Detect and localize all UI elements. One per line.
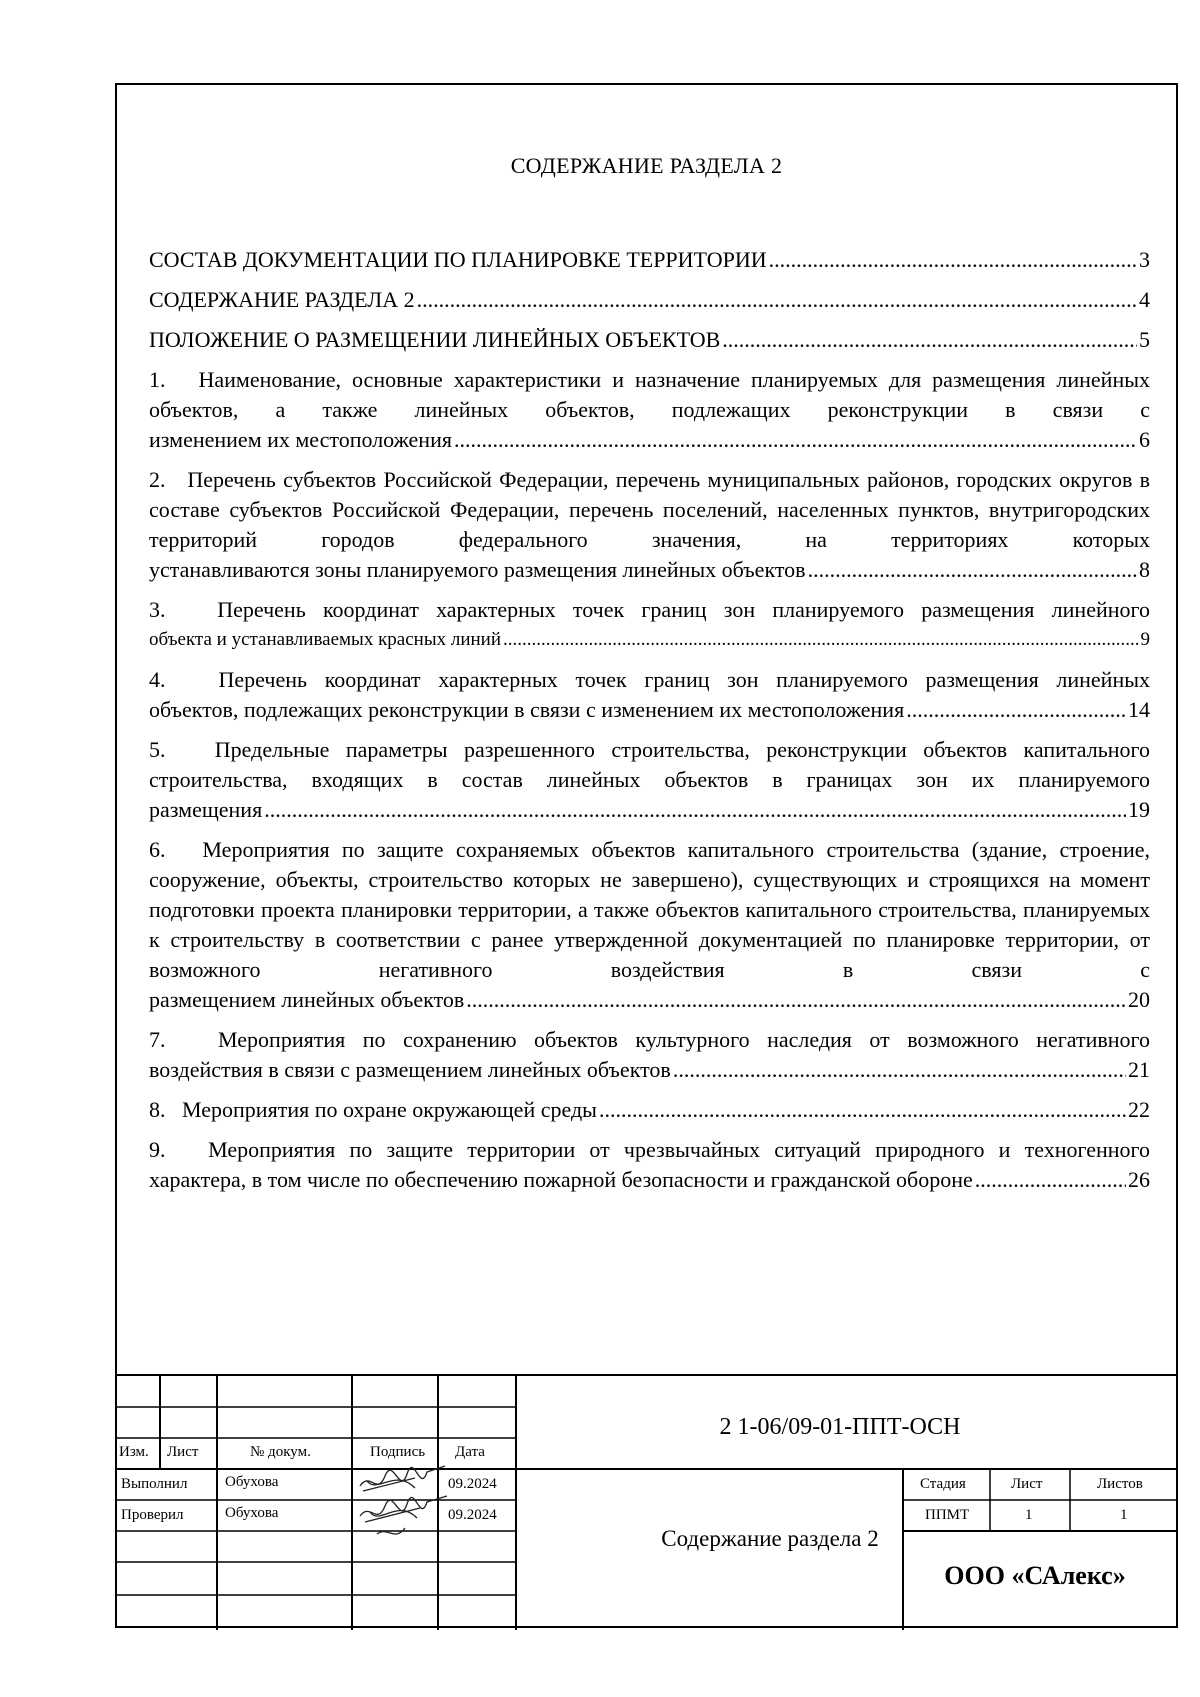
toc-entry[interactable]	[149, 835, 1150, 1015]
performer-name: Обухова	[225, 1474, 279, 1490]
toc-entry-text-end: воздействия в связи с размещением линейных объектов	[149, 1057, 671, 1082]
header-doc-number: № докум.	[250, 1444, 311, 1460]
toc-entry[interactable]	[149, 1025, 1150, 1085]
header-date: Дата	[455, 1444, 485, 1460]
toc-entry-text: 4. Перечень координат характерных точек границ зон планируемого размещения линейных	[149, 667, 1150, 692]
toc-entry-title: 8. Мероприятия по охране окружающей среды	[149, 1097, 597, 1122]
stage-value: ППМТ	[925, 1507, 970, 1523]
dot-leader	[808, 555, 1137, 585]
document-code: 2 1-06/09-01-ППТ-ОСН	[719, 1414, 961, 1440]
toc-page-number: 20	[1128, 987, 1150, 1012]
toc-entry-text-end: объектов, подлежащих реконструкции в связи с изменением их местоположения	[149, 697, 905, 722]
toc-entry-text: 3. Перечень координат характерных точек границ зон планируемого размещения линейного	[149, 597, 1150, 622]
section-heading: СОДЕРЖАНИЕ РАЗДЕЛА 2	[510, 153, 783, 178]
toc-entry-text: 5. Предельные параметры разрешенного строительства, реконструкции объектов капитального строительства, входящих в состав линейных объектов в границах зон их планируемого	[149, 737, 1150, 792]
dot-leader	[466, 985, 1126, 1015]
toc-entry-text: 9. Мероприятия по защите территории от чрезвычайных ситуаций природного и техногенного	[149, 1137, 1150, 1162]
table-of-contents	[149, 245, 1150, 1205]
toc-page-number: 3	[1139, 247, 1150, 272]
toc-entry-title: ПОЛОЖЕНИЕ О РАЗМЕЩЕНИИ ЛИНЕЙНЫХ ОБЪЕКТОВ	[149, 327, 721, 352]
dot-leader	[975, 1165, 1126, 1195]
toc-page-number: 26	[1128, 1167, 1150, 1192]
toc-entry-text-end: изменением их местоположения	[149, 427, 452, 452]
toc-entry-text-end: размещением линейных объектов	[149, 987, 465, 1012]
dot-leader	[906, 695, 1126, 725]
dot-leader	[417, 285, 1137, 315]
checker-name: Обухова	[225, 1505, 279, 1521]
toc-entry-text: 2. Перечень субъектов Российской Федерации, перечень муниципальных районов, городских округов в составе субъектов Российской Федерации, перечень поселений, населенных пунктов, внутригородских территорий городов федерального значения, на территориях которых	[149, 467, 1150, 552]
toc-entry-text-end: размещения	[149, 797, 263, 822]
toc-entry-text-end: устанавливаются зоны планируемого размещения линейных объектов	[149, 557, 806, 582]
toc-entry[interactable]	[149, 325, 1150, 355]
sheets-value: 1	[1120, 1507, 1128, 1523]
sheet-header: Лист	[1011, 1476, 1043, 1492]
role-checked: Проверил	[121, 1507, 184, 1523]
title-block	[115, 1374, 1178, 1628]
toc-page-number: 4	[1139, 287, 1150, 312]
toc-page-number: 5	[1139, 327, 1150, 352]
toc-page-number: 8	[1139, 557, 1150, 582]
toc-entry[interactable]	[149, 245, 1150, 275]
toc-entry[interactable]	[149, 1095, 1150, 1125]
stage-header: Стадия	[920, 1476, 966, 1492]
toc-entry-text: 7. Мероприятия по сохранению объектов культурного наследия от возможного негативного	[149, 1027, 1150, 1052]
header-signature: Подпись	[370, 1444, 426, 1460]
dot-leader	[264, 795, 1126, 825]
toc-entry[interactable]	[149, 735, 1150, 825]
toc-entry[interactable]	[149, 285, 1150, 315]
toc-page-number: 19	[1128, 797, 1150, 822]
toc-entry-text-end: характера, в том числе по обеспечению пожарной безопасности и гражданской обороне	[149, 1167, 973, 1192]
organization-name: ООО «САлекс»	[944, 1561, 1126, 1590]
toc-entry[interactable]	[149, 365, 1150, 455]
toc-page-number: 22	[1128, 1097, 1150, 1122]
toc-entry[interactable]	[149, 1135, 1150, 1195]
role-performed: Выполнил	[121, 1476, 188, 1492]
checked-date: 09.2024	[448, 1507, 497, 1523]
sheet-value: 1	[1025, 1507, 1033, 1523]
dot-leader	[503, 625, 1138, 655]
toc-page-number: 9	[1140, 629, 1150, 650]
header-izm: Изм.	[119, 1444, 149, 1460]
toc-entry[interactable]	[149, 595, 1150, 655]
dot-leader	[769, 245, 1137, 275]
toc-page-number: 21	[1128, 1057, 1150, 1082]
toc-entry-text: 1. Наименование, основные характеристики и назначение планируемых для размещения линейных объектов, а также линейных объектов, подлежащих реконструкции в связи с	[149, 367, 1150, 422]
performed-date: 09.2024	[448, 1476, 497, 1492]
toc-page-number: 14	[1128, 697, 1150, 722]
dot-leader	[722, 325, 1137, 355]
dot-leader	[599, 1095, 1126, 1125]
toc-entry-title: СОСТАВ ДОКУМЕНТАЦИИ ПО ПЛАНИРОВКЕ ТЕРРИТОРИИ	[149, 247, 767, 272]
toc-page-number: 6	[1139, 427, 1150, 452]
toc-entry[interactable]	[149, 665, 1150, 725]
dot-leader	[673, 1055, 1126, 1085]
toc-entry-text: 6. Мероприятия по защите сохраняемых объектов капитального строительства (здание, строение, сооружение, объекты, строительство которых не завершено), существующих и строящихся на момент подготовки проекта планировки территории, а также объектов капитального строительства, планируемых к строительству в соответствии с ранее утвержденной документацией по планировке территории, от возможного негативного воздействия в связи с	[149, 837, 1150, 982]
toc-entry-text-end: объекта и устанавливаемых красных линий	[149, 629, 502, 650]
document-title: Содержание раздела 2	[661, 1526, 879, 1551]
header-list: Лист	[167, 1444, 199, 1460]
dot-leader	[454, 425, 1137, 455]
sheets-header: Листов	[1097, 1476, 1143, 1492]
toc-entry[interactable]	[149, 465, 1150, 585]
toc-entry-title: СОДЕРЖАНИЕ РАЗДЕЛА 2	[149, 287, 415, 312]
